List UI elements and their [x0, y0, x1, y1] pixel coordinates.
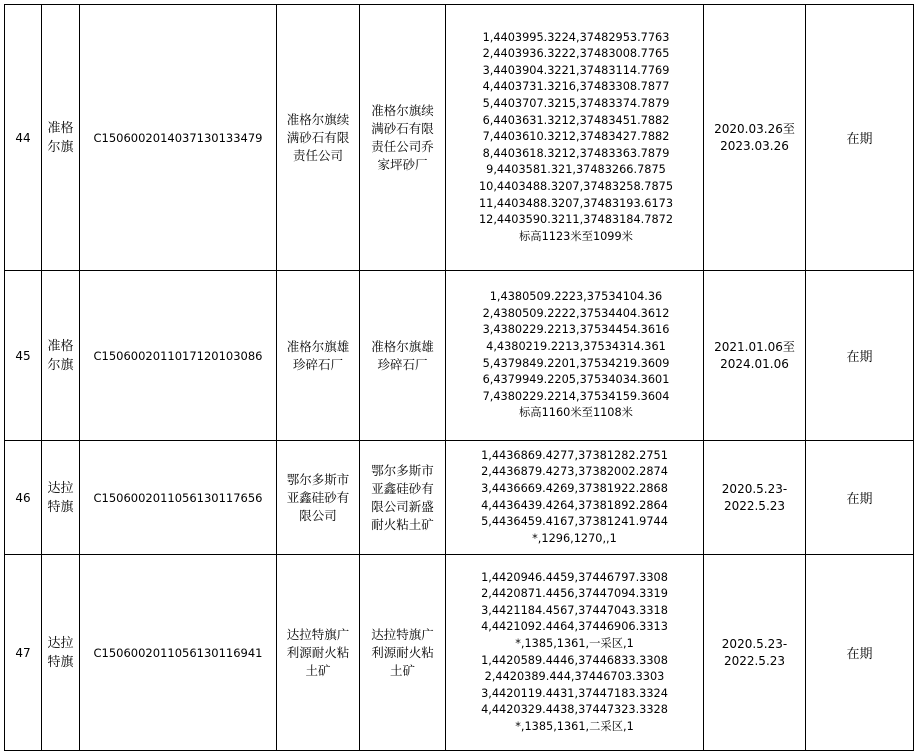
holder-name-cell-line: 满砂石有限	[286, 129, 350, 145]
coordinates-cell-line: 2,4420871.4456,37447094.3319	[481, 587, 668, 601]
coordinates-cell-line: 1,4420946.4459,37446797.3308	[481, 570, 668, 584]
holder-name-cell-line: 鄂尔多斯市	[286, 471, 350, 487]
holder-name-cell	[277, 555, 360, 751]
coordinates-cell-line: 6,4379949.2205,37534034.3601	[482, 373, 670, 387]
mine-name-cell-line: 达拉特旗广	[371, 626, 434, 642]
table-body	[5, 5, 914, 751]
mine-name-cell-line: 责任公司乔	[371, 138, 434, 154]
validity-period-cell	[704, 555, 806, 751]
row-number: 47	[5, 555, 42, 751]
coordinates-cell-line: 4,4380219.2213,37534314.361	[486, 339, 666, 353]
validity-period-cell-line: 2024.01.06	[720, 356, 789, 371]
table-row	[5, 271, 914, 441]
coordinates-cell-line: 4,4420329.4438,37447323.3328	[481, 703, 668, 717]
holder-name-cell	[277, 5, 360, 271]
coordinates-cell-line: 1,4403995.3224,37482953.7763	[482, 30, 670, 44]
coordinates-cell-line: *,1296,1270,,1	[532, 531, 617, 545]
holder-name-cell-line: 土矿	[305, 662, 331, 678]
coordinates-cell-line: 标高1160米至1108米	[519, 406, 633, 420]
coordinates-cell-line: 4,4421092.4464,37446906.3313	[481, 620, 668, 634]
mine-name-cell	[360, 5, 446, 271]
row-number: 46	[5, 441, 42, 555]
region-cell-line: 特旗	[47, 499, 74, 515]
table-row	[5, 5, 914, 271]
coordinates-cell	[446, 271, 704, 441]
holder-name-cell	[277, 271, 360, 441]
mine-name-cell-line: 限公司新盛	[371, 498, 434, 514]
table-row	[5, 441, 914, 555]
coordinates-cell	[446, 555, 704, 751]
coordinates-cell-line: 3,4403904.3221,37483114.7769	[482, 63, 670, 77]
validity-period-cell-line: 2022.5.23	[723, 498, 786, 513]
coordinates-cell-line: 2,4403936.3222,37483008.7765	[482, 47, 670, 61]
region-cell-line: 准格	[47, 338, 74, 354]
validity-period-cell	[704, 441, 806, 555]
validity-period-cell-line: 2023.03.26	[720, 138, 789, 153]
coordinates-cell-line: 7,4403610.3212,37483427.7882	[482, 130, 670, 144]
mining-license-table	[4, 4, 914, 751]
mine-name-cell-line: 鄂尔多斯市	[371, 462, 434, 478]
coordinates-cell-line: 11,4403488.3207,37483193.6173	[478, 196, 674, 210]
validity-period-cell-line: 2022.5.23	[723, 653, 786, 668]
coordinates-cell-line: 5,4436459.4167,37381241.9744	[481, 515, 668, 529]
coordinates-cell-line: 4,4436439.4264,37381892.2864	[481, 498, 668, 512]
region-cell	[42, 555, 80, 751]
validity-period-cell	[704, 5, 806, 271]
region-cell-line: 达拉	[47, 480, 74, 496]
mine-name-cell	[360, 555, 446, 751]
coordinates-cell-line: 3,4436669.4269,37381922.2868	[481, 481, 668, 495]
mine-name-cell-line: 珍碎石厂	[377, 356, 428, 372]
mine-name-cell-line: 利源耐火粘	[371, 644, 434, 660]
validity-period-cell	[704, 271, 806, 441]
status-cell: 在期	[806, 271, 914, 441]
coordinates-cell-line: 2,4420389.444,37446703.3303	[484, 670, 665, 684]
region-cell	[42, 441, 80, 555]
table-row	[5, 555, 914, 751]
coordinates-cell-line: 5,4379849.2201,37534219.3609	[482, 356, 670, 370]
validity-period-cell-line: 2021.01.06至	[714, 339, 795, 354]
region-cell-line: 准格	[47, 120, 74, 136]
status-cell: 在期	[806, 5, 914, 271]
row-number: 44	[5, 5, 42, 271]
region-cell-line: 尔旗	[47, 357, 74, 373]
holder-name-cell-line: 准格尔旗雄	[286, 338, 350, 354]
region-cell-line: 特旗	[47, 654, 74, 670]
holder-name-cell-line: 珍碎石厂	[292, 356, 343, 372]
coordinates-cell-line: 7,4380229.2214,37534159.3604	[482, 389, 670, 403]
coordinates-cell-line: 12,4403590.3211,37483184.7872	[478, 213, 674, 227]
coordinates-cell-line: 9,4403581.321,37483266.7875	[486, 163, 666, 177]
coordinates-cell-line: 1,4436869.4277,37381282.2751	[481, 448, 668, 462]
holder-name-cell-line: 准格尔旗续	[286, 111, 350, 127]
coordinates-cell-line: 5,4403707.3215,37483374.7879	[482, 97, 670, 111]
coordinates-cell-line: 1,4420589.4446,37446833.3308	[481, 653, 668, 667]
license-number-cell: C1506002011056130117656	[80, 441, 277, 555]
coordinates-cell-line: 3,4420119.4431,37447183.3324	[481, 686, 668, 700]
coordinates-cell	[446, 5, 704, 271]
holder-name-cell-line: 责任公司	[292, 147, 343, 163]
coordinates-cell-line: *,1385,1361,一采区,1	[515, 636, 634, 650]
holder-name-cell	[277, 441, 360, 555]
mine-name-cell-line: 耐火粘土矿	[371, 516, 434, 532]
coordinates-cell-line: 2,4380509.2222,37534404.3612	[482, 306, 670, 320]
validity-period-cell-line: 2020.03.26至	[714, 121, 795, 136]
license-number-cell: C1506002011056130116941	[80, 555, 277, 751]
mine-name-cell-line: 土矿	[389, 662, 415, 678]
coordinates-cell-line: 10,4403488.3207,37483258.7875	[478, 179, 674, 193]
row-number: 45	[5, 271, 42, 441]
coordinates-cell-line: 6,4403631.3212,37483451.7882	[482, 113, 670, 127]
coordinates-cell-line: *,1385,1361,二采区,1	[515, 719, 634, 733]
coordinates-cell-line: 2,4436879.4273,37382002.2874	[481, 465, 668, 479]
holder-name-cell-line: 亚鑫硅砂有	[286, 489, 350, 505]
holder-name-cell-line: 利源耐火粘	[286, 644, 350, 660]
coordinates-cell	[446, 441, 704, 555]
region-cell-line: 达拉	[47, 635, 74, 651]
holder-name-cell-line: 达拉特旗广	[286, 626, 350, 642]
license-number-cell: C1506002011017120103086	[80, 271, 277, 441]
mine-name-cell	[360, 271, 446, 441]
mine-name-cell-line: 满砂石有限	[371, 120, 434, 136]
region-cell-line: 尔旗	[47, 139, 74, 155]
mine-name-cell-line: 准格尔旗雄	[371, 338, 434, 354]
coordinates-cell-line: 1,4380509.2223,37534104.36	[489, 290, 663, 304]
coordinates-cell-line: 3,4380229.2213,37534454.3616	[482, 323, 670, 337]
mine-name-cell	[360, 441, 446, 555]
region-cell	[42, 5, 80, 271]
status-cell: 在期	[806, 441, 914, 555]
holder-name-cell-line: 限公司	[299, 507, 337, 523]
license-number-cell: C1506002014037130133479	[80, 5, 277, 271]
coordinates-cell-line: 4,4403731.3216,37483308.7877	[482, 80, 670, 94]
coordinates-cell-line: 8,4403618.3212,37483363.7879	[482, 146, 670, 160]
region-cell	[42, 271, 80, 441]
coordinates-cell-line: 3,4421184.4567,37447043.3318	[481, 603, 668, 617]
mine-name-cell-line: 亚鑫硅砂有	[371, 480, 434, 496]
mine-name-cell-line: 家坪砂厂	[377, 156, 428, 172]
mine-name-cell-line: 准格尔旗续	[371, 102, 434, 118]
coordinates-cell-line: 标高1123米至1099米	[519, 229, 633, 243]
validity-period-cell-line: 2020.5.23-	[721, 636, 788, 651]
status-cell: 在期	[806, 555, 914, 751]
validity-period-cell-line: 2020.5.23-	[721, 481, 788, 496]
